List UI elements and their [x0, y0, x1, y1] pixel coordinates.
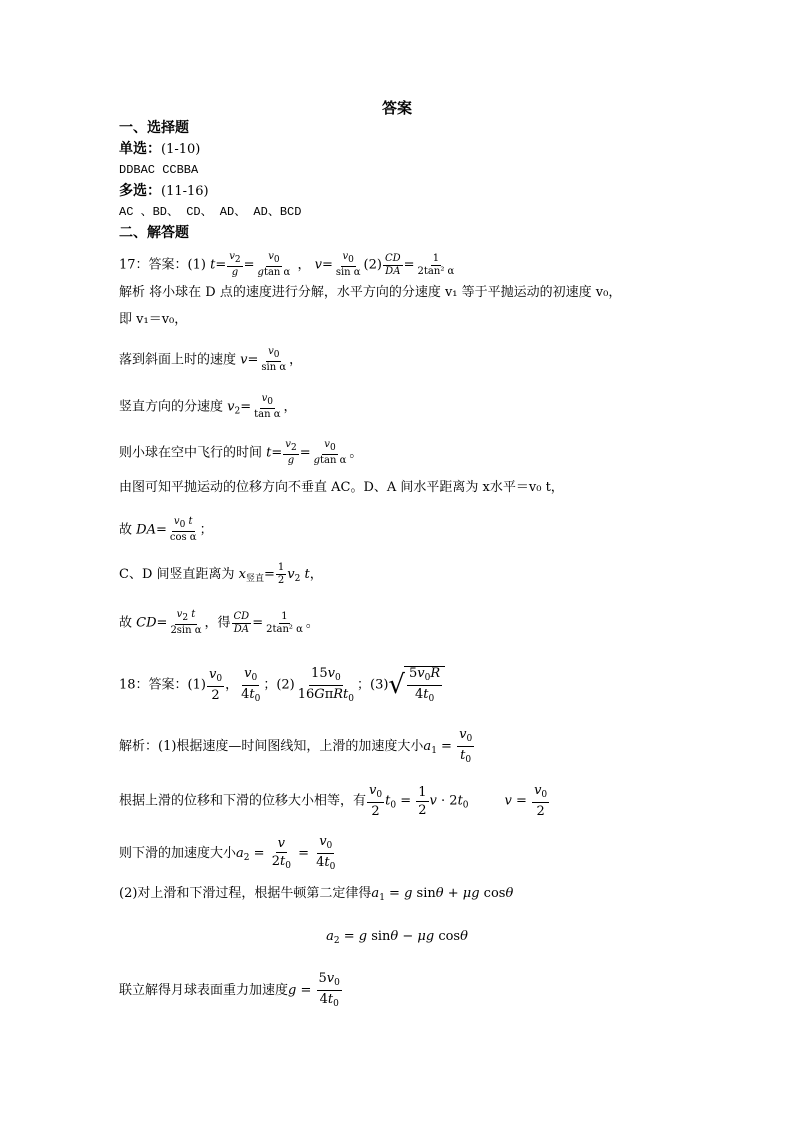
q17-vertical-component: 竖直方向的分速度 $v_2=$ $\frac{v_0}{\text{tan α}}$ ，	[119, 393, 297, 420]
q18-answer: 18：答案：(1) $\frac{v_0}{2}$ ， $\frac{v_0}{4t_0}$ ；(2) $\frac{15v_0}{16G\pi Rt_0}$ ；(3) √ $\frac{5v_0R}{4t_0}$	[119, 666, 445, 704]
q18-analysis-line-4: (2)对上滑和下滑过程，根据牛顿第二定律得$a_1 = g$ sinθ + μg cosθ	[119, 886, 514, 903]
q18-analysis-line-6: 联立解得月球表面重力加速度g = $\frac{5v_0}{4t_0}$	[119, 971, 340, 1009]
q17-vertical-distance: C、D 间竖直距离为 $x_{竖直}=$ $\frac{1}{2}$ $v_2$ t，	[119, 562, 323, 586]
single-choice-range: (1-10)	[161, 142, 201, 157]
q17-displacement: 由图可知平抛运动的位移方向不垂直 AC。D、A 间水平距离为 x水平＝v₀ t，	[119, 480, 564, 495]
section-heading-choice: 一、选择题	[119, 120, 189, 136]
q18-analysis-line-2: 根据上滑的位移和下滑的位移大小相等，有 $\frac{v_0}{2}$ $t_0$ = $\frac{1}{2}$ $v \cdot 2t_0$ v = $\frac{v_0}{2}$	[119, 783, 548, 819]
single-choice-label: 单选：	[119, 141, 161, 157]
q17-answer-prefix: 17：答案：(1)	[119, 257, 206, 273]
q18-analysis-line-3: 则下滑的加速度大小$a_2$ = $\frac{v}{2t_0}$ = $\frac{v_0}{4t_0}$	[119, 834, 336, 872]
page-title: 答案	[381, 99, 412, 117]
q18-analysis-line-1: 解析：(1)根据速度—时间图线知，上滑的加速度大小$a_1$ = $\frac{v_0}{t_0}$	[119, 727, 473, 765]
q17-cd: 故 CD= $\frac{v_2 t}{\text{2sin α}}$ ，得 $\frac{CD}{DA}$ = $\frac{1}{\text{2tan² α}}$ 。	[119, 609, 319, 636]
single-choice-answers: DDBAC CCBBA	[119, 163, 199, 177]
multi-choice-answers: AC 、BD、 CD、 AD、 AD、BCD	[119, 205, 302, 219]
q17-flight-time: 则小球在空中飞行的时间 t= $\frac{v_2}{g}$ = $\frac{v_0}{\text{gtan α}}$ 。	[119, 439, 363, 466]
multi-choice-label: 多选：	[119, 183, 161, 199]
q17-landing-speed: 落到斜面上时的速度 v= $\frac{v_0}{\text{sin α}}$ ，	[119, 346, 303, 373]
single-choice-header	[119, 140, 200, 159]
q17-analysis-line-2: 即 v₁＝v₀，	[119, 312, 188, 327]
q18-equation-a2: $a_2 = g$ sinθ − μg cosθ	[326, 929, 468, 946]
multi-choice-header	[119, 182, 209, 201]
multi-choice-range: (11-16)	[161, 184, 209, 199]
section-heading-solutions: 二、解答题	[119, 225, 189, 241]
q17-analysis-line-1: 解析 将小球在 D 点的速度进行分解，水平方向的分速度 v₁ 等于平抛运动的初速度 v₀，	[119, 285, 622, 300]
q17-da: 故 DA= $\frac{v_0 t}{\text{cos α}}$ ；	[119, 516, 213, 543]
q17-answer: 17：答案：(1) t= $\frac{v_2}{g}$ = $\frac{v_0}{\text{gtan α}}$ ， v= $\frac{v_0}{\text{sin α}}$ (2) $\frac{CD}{DA}$ = $\frac{1}{\text{2tan² α}}$	[119, 251, 455, 278]
